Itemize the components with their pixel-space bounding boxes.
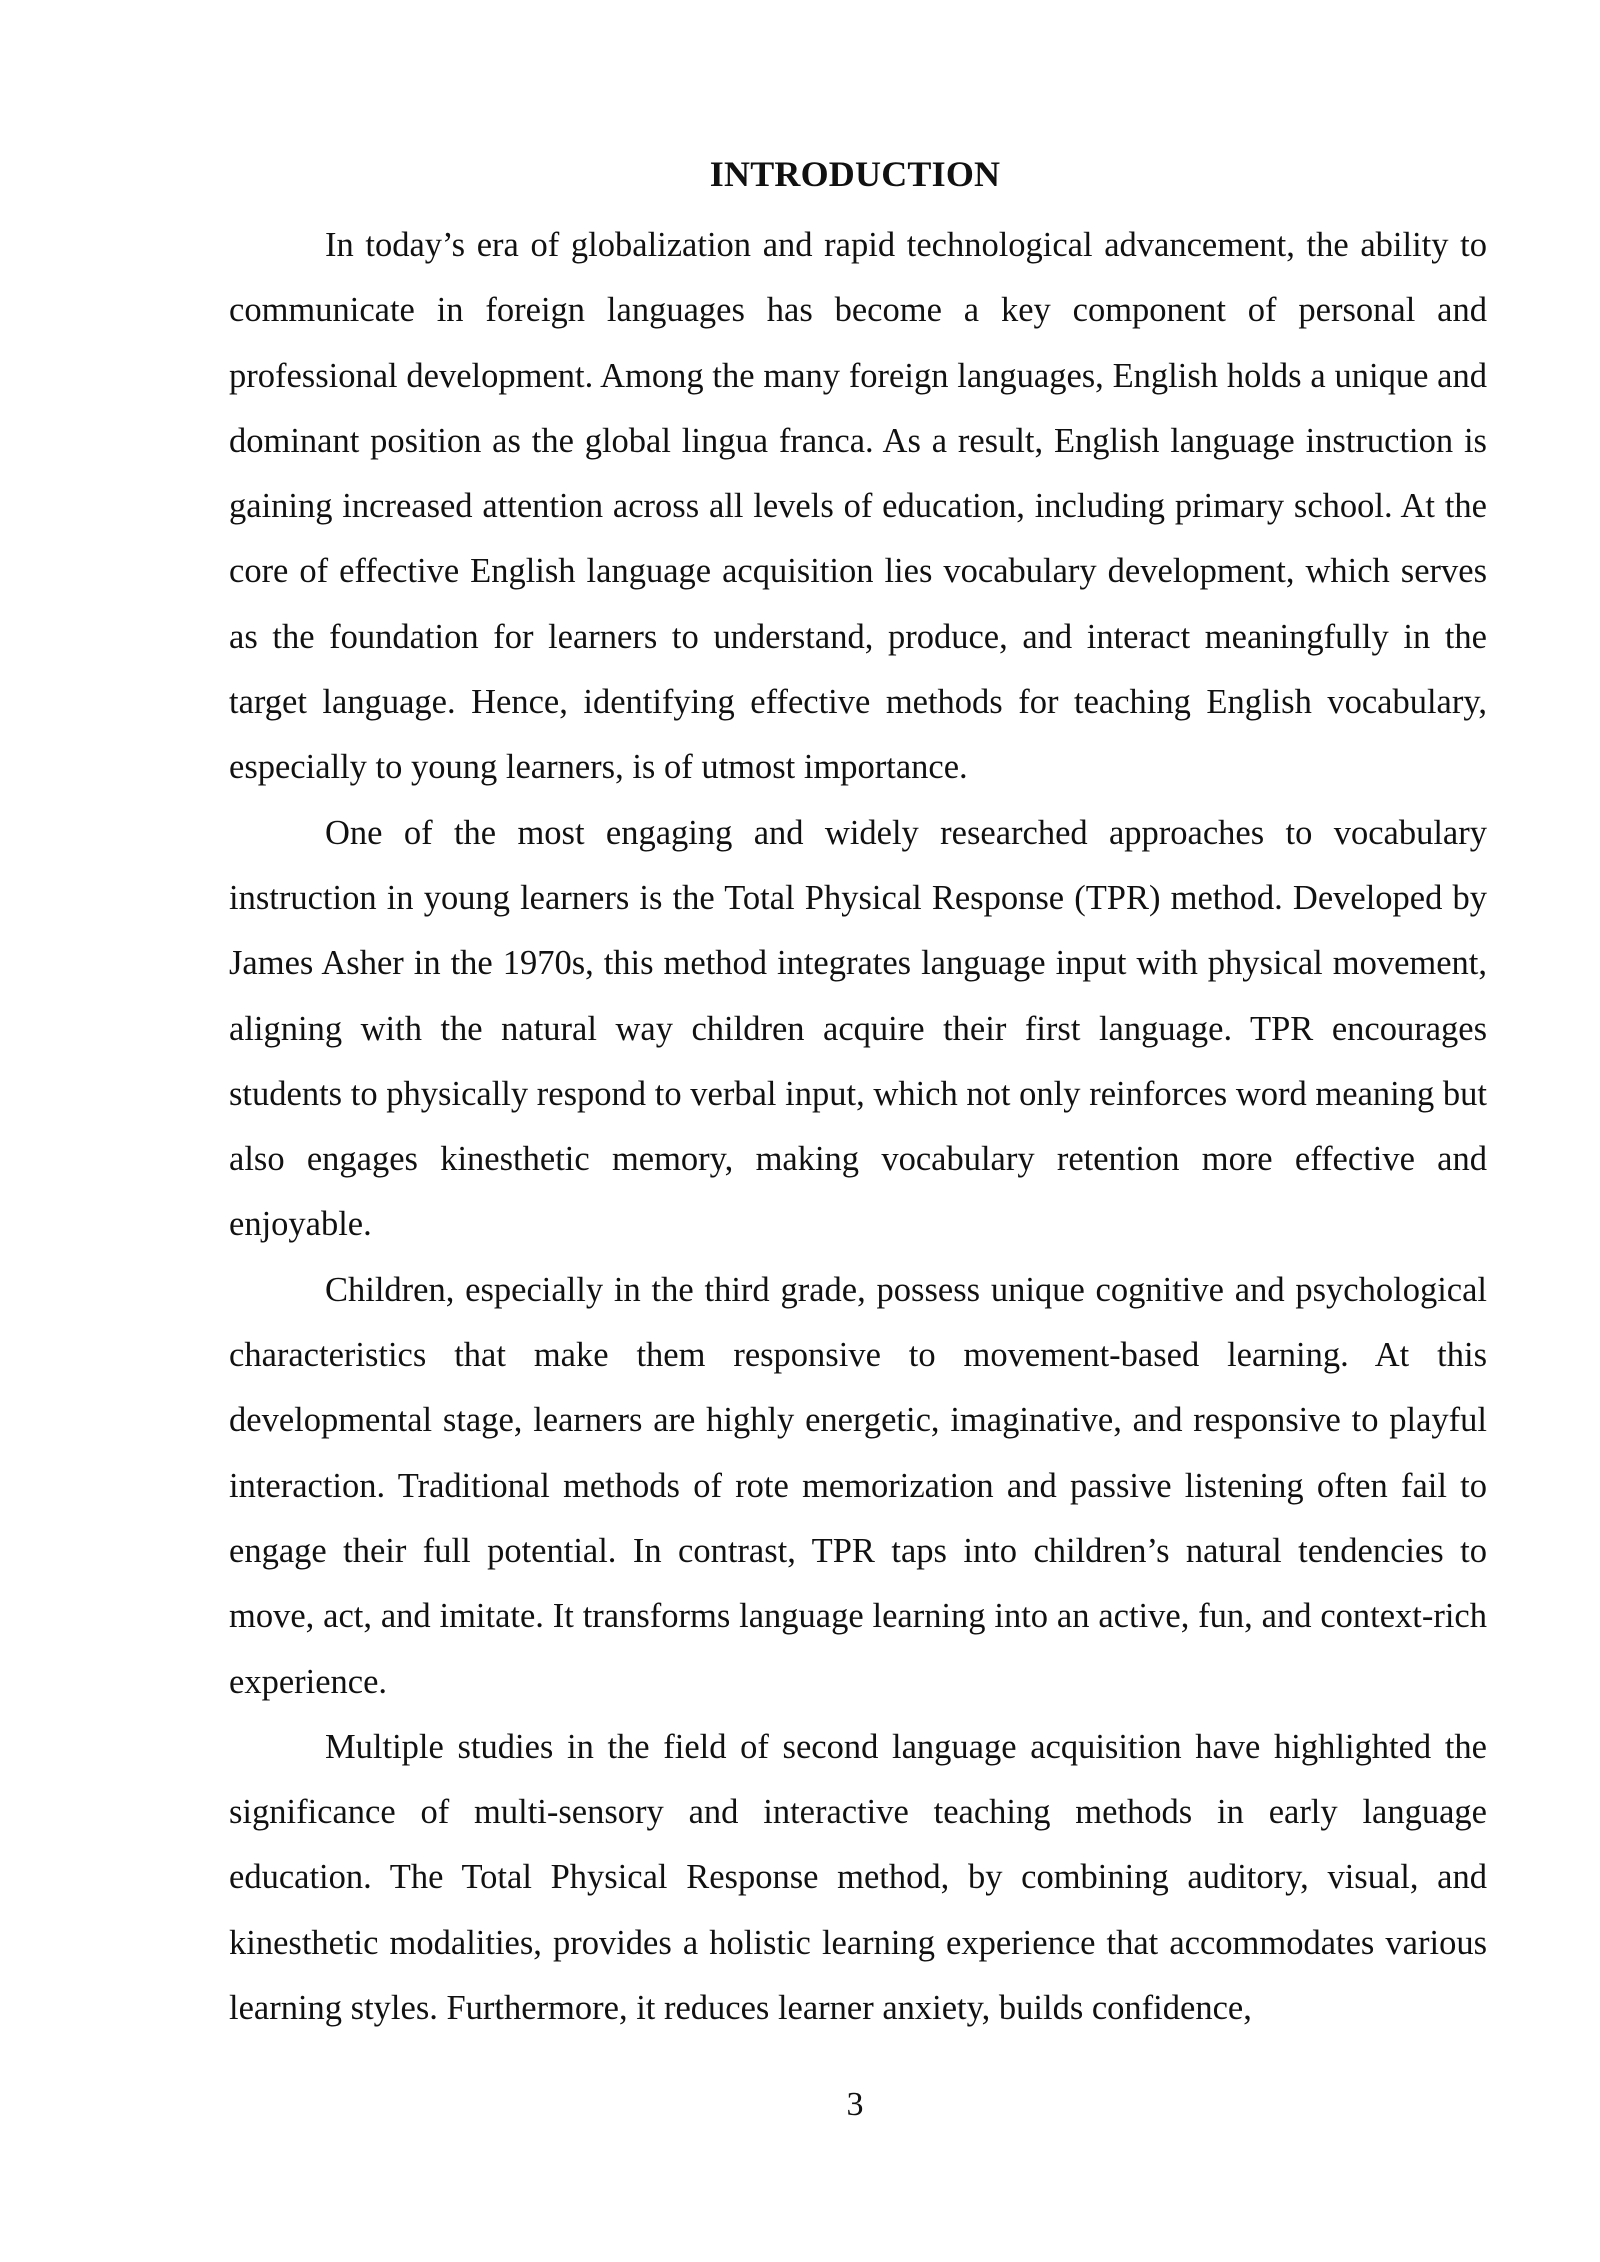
paragraph-3: Children, especially in the third grade, possess unique cognitive and psychological characteristics that make them responsive to movement-based learning. At this developmental stage, learners are highly energetic, imaginative, and responsive to playful interaction. Traditional methods of rote memorization and passive listening often fail to engage their full potential. In contrast, TPR taps into children’s natural tendencies to move, act, and imitate. It transforms language learning into an active, fun, and context-rich experience. [229,1270,1487,1701]
section-heading: INTRODUCTION [709,154,1001,194]
paragraph-1: In today’s era of globalization and rapid technological advancement, the ability to communicate in foreign languages has become a key component of personal and professional development. Among the many foreign languages, English holds a unique and dominant position as the global lingua franca. As a result, English language instruction is gaining increased attention across all levels of education, including primary school. At the core of effective English language acquisition lies vocabulary development, which serves as the foundation for learners to understand, produce, and interact meaningfully in the target language. Hence, identifying effective methods for teaching English vocabulary, especially to young learners, is of utmost importance. [229,226,1487,787]
paragraph-4: Multiple studies in the field of second language acquisition have highlighted the significance of multi-sensory and interactive teaching methods in early language education. The Total Physical Response method, by combining auditory, visual, and kinesthetic modalities, provides a holistic learning experience that accommodates various learning styles. Furthermore, it reduces learner anxiety, builds confidence, [229,1727,1487,2028]
body-text [229,213,1487,2041]
paragraph-2: One of the most engaging and widely researched approaches to vocabulary instruction in young learners is the Total Physical Response (TPR) method. Developed by James Asher in the 1970s, this method integrates language input with physical movement, aligning with the natural way children acquire their first language. TPR encourages students to physically respond to verbal input, which not only reinforces word meaning but also engages kinesthetic memory, making vocabulary retention more effective and enjoyable. [229,813,1487,1244]
page-number: 3 [846,2086,864,2123]
